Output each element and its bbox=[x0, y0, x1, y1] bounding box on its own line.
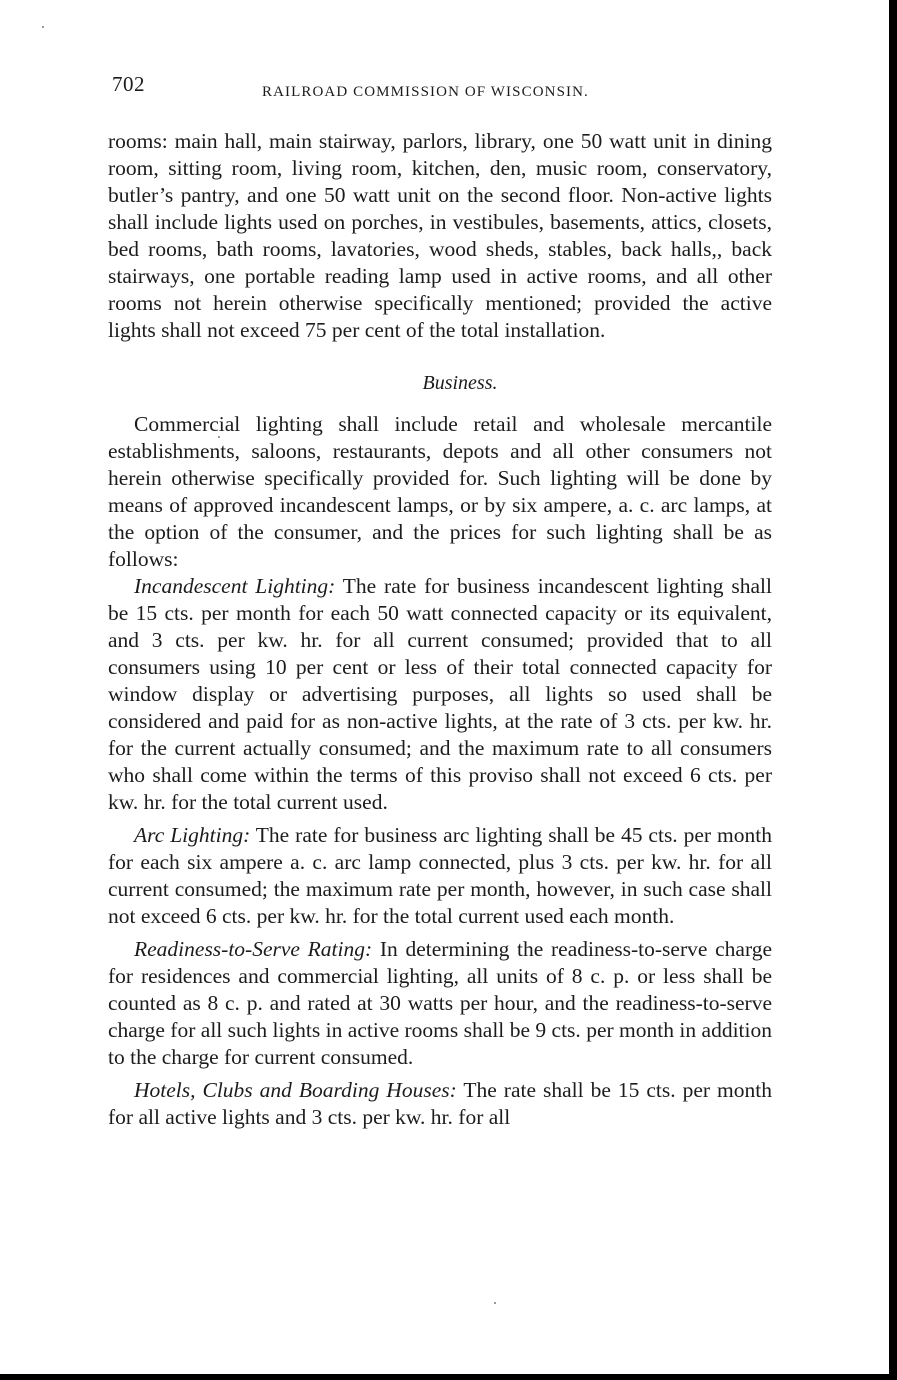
paragraph-arc-lighting bbox=[108, 822, 772, 930]
paragraph-readiness-to-serve bbox=[108, 936, 772, 1071]
scan-speck bbox=[494, 1302, 496, 1304]
paragraph-hotels bbox=[108, 1077, 772, 1131]
hotels-text: The rate shall be 15 cts. per month for all active lights and 3 cts. per kw. hr. for all bbox=[108, 1078, 773, 1129]
scan-border-right bbox=[889, 0, 897, 1380]
scan-border-bottom bbox=[0, 1374, 897, 1380]
page-number: 702 bbox=[112, 72, 145, 96]
arc-text: The rate for business arc lighting shall be 45 cts. per month for each six ampere a. c. arc lamp connected, plus 3 cts. per kw. hr. for all current consumed; the maximum rate per month, however, in such case shall not exceed 6 cts. per kw. hr. for the total current used each month. bbox=[108, 823, 772, 928]
page-header bbox=[112, 72, 772, 106]
run-in-heading-incandescent: Incandescent Lighting: bbox=[134, 574, 336, 598]
section-heading-business: Business. bbox=[422, 372, 498, 394]
paragraph-incandescent-lighting bbox=[108, 573, 772, 816]
incandescent-text: The rate for business incandescent lighting shall be 15 cts. per month for each 50 watt connected capacity or its equivalent, and 3 cts. per kw. hr. for all current consumed; provided that to all consumers using 10 per cent or less of their total connected capacity for window display or advertising purposes, all lights so used shall be considered and paid for as non-active lights, at the rate of 3 cts. per kw. hr. for the current actually consumed; and the maximum rate to all consumers who shall come within the terms of this proviso shall not exceed 6 cts. per kw. hr. for the total current used. bbox=[108, 574, 772, 814]
body-text bbox=[108, 128, 772, 1131]
scan-speck bbox=[218, 436, 220, 438]
running-head: RAILROAD COMMISSION OF WISCONSIN. bbox=[262, 84, 589, 100]
paragraph-continued: rooms: main hall, main stairway, parlors, library, one 50 watt unit in dining room, sitting room, living room, kitchen, den, music room, conservatory, butler’s pantry, and one 50 watt unit on the second floor. Non-active lights shall include lights used on porches, in vestibules, basements, attics, closets, bed rooms, bath rooms, lavatories, wood sheds, stables, back halls,, back stairways, one portable reading lamp used in active rooms, and all other rooms not herein otherwise specifically mentioned; provided the active lights shall not exceed 75 per cent of the total installation. bbox=[108, 129, 772, 342]
run-in-heading-hotels: Hotels, Clubs and Boarding Houses: bbox=[134, 1078, 457, 1102]
run-in-heading-arc: Arc Lighting: bbox=[134, 823, 251, 847]
readiness-text: In determining the readiness-to-serve charge for residences and commercial lighting, all units of 8 c. p. or less shall be counted as 8 c. p. and rated at 30 watts per hour, and the readiness-to-serve charge for all such lights in active rooms shall be 9 cts. per month in addition to the charge for current consumed. bbox=[108, 937, 773, 1069]
paragraph-business: Commercial lighting shall include retail and wholesale mercantile establishments, saloons, restaurants, depots and all other consumers not herein otherwise specifically provided for. Such lighting will be done by means of approved incandescent lamps, or by six ampere, a. c. arc lamps, at the option of the consumer, and the prices for such lighting shall be as follows: bbox=[108, 412, 772, 571]
scan-speck bbox=[42, 26, 44, 28]
run-in-heading-readiness: Readiness-to-Serve Rating: bbox=[134, 937, 373, 961]
